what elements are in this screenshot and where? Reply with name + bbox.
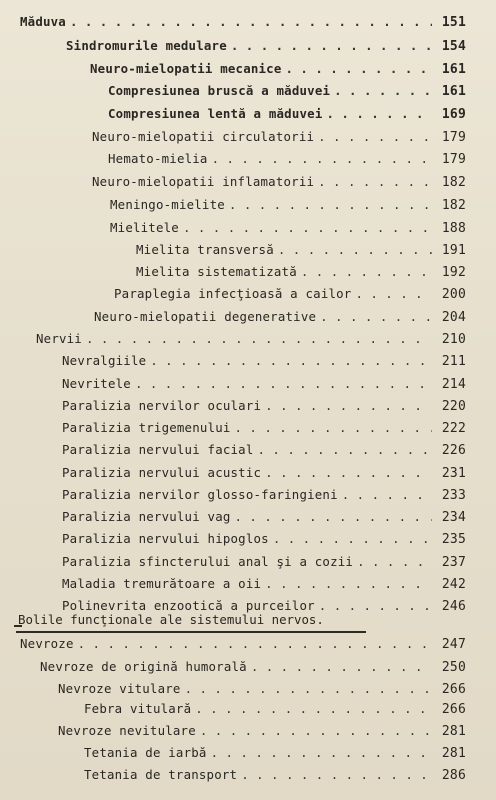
toc-entry-page: 242 bbox=[441, 577, 466, 592]
toc-entry bbox=[0, 81, 496, 101]
toc-entry-title: Măduva bbox=[20, 14, 66, 29]
toc-entry-title: Nevritele bbox=[62, 376, 131, 391]
toc-entry-title: Paralizia nervilor oculari bbox=[62, 398, 262, 413]
toc-leader-dots bbox=[318, 127, 432, 147]
toc-leader-dots bbox=[265, 463, 432, 483]
toc-entry-page: 204 bbox=[441, 310, 466, 325]
toc-leader-dots bbox=[200, 721, 432, 741]
toc-entry bbox=[0, 172, 496, 192]
toc-entry-page: 234 bbox=[441, 510, 466, 525]
toc-entry bbox=[0, 743, 496, 763]
toc-entry-title: Mielitele bbox=[110, 220, 179, 235]
toc-leader-dots bbox=[195, 699, 432, 719]
toc-entry bbox=[0, 574, 496, 594]
toc-leader-dots bbox=[273, 529, 432, 549]
toc-entry bbox=[0, 374, 496, 394]
toc-entry-title: Paraplegia infecţioasă a cailor bbox=[114, 286, 352, 301]
toc-entry-title: Neuro-mielopatii mecanice bbox=[90, 61, 282, 76]
toc-entry-title: Neuro-mielopatii circulatorii bbox=[92, 129, 315, 144]
toc-leader-dots bbox=[319, 596, 432, 616]
toc-entry-title: Nevroze nevitulare bbox=[58, 723, 196, 738]
toc-leader-dots bbox=[326, 104, 432, 124]
toc-leader-dots bbox=[334, 81, 432, 101]
toc-entry bbox=[0, 396, 496, 416]
toc-entry bbox=[0, 552, 496, 572]
toc-entry-page: 266 bbox=[441, 702, 466, 717]
toc-leader-dots bbox=[135, 374, 432, 394]
toc-entry bbox=[0, 12, 496, 32]
toc-entry-page: 200 bbox=[441, 287, 466, 302]
toc-entry-page: 154 bbox=[441, 39, 466, 54]
toc-leader-dots bbox=[342, 485, 432, 505]
toc-entry bbox=[0, 634, 496, 654]
toc-entry bbox=[0, 418, 496, 438]
toc-entry bbox=[0, 351, 496, 371]
toc-entry-page: 235 bbox=[441, 532, 466, 547]
toc-entry-title: Paralizia nervului facial bbox=[62, 442, 254, 457]
toc-entry bbox=[0, 721, 496, 741]
toc-entry-title: Paralizia nervului hipoglos bbox=[62, 531, 269, 546]
toc-leader-dots bbox=[355, 284, 432, 304]
toc-entry-page: 247 bbox=[441, 637, 466, 652]
toc-entry-title: Paralizia sfincterului anal şi a cozii bbox=[62, 554, 354, 569]
toc-entry bbox=[0, 657, 496, 677]
toc-entry bbox=[0, 127, 496, 147]
toc-entry-title: Paralizia nervilor glosso-faringieni bbox=[62, 487, 338, 502]
toc-leader-dots bbox=[265, 396, 432, 416]
toc-leader-dots bbox=[231, 36, 432, 56]
toc-entry-title: Nervii bbox=[36, 331, 82, 346]
toc-entry-page: 281 bbox=[441, 724, 466, 739]
toc-leader-dots bbox=[211, 743, 432, 763]
section-heading: Bolile funcţionale ale sistemului nervos. bbox=[18, 612, 324, 627]
toc-entry-page: 188 bbox=[441, 221, 466, 236]
toc-entry-title: Mielita sistematizată bbox=[136, 264, 297, 279]
toc-entry bbox=[0, 463, 496, 483]
toc-entry bbox=[0, 765, 496, 785]
toc-leader-dots bbox=[70, 12, 432, 32]
toc-leader-dots bbox=[229, 195, 432, 215]
toc-leader-dots bbox=[78, 634, 432, 654]
toc-leader-dots bbox=[301, 262, 432, 282]
toc-entry-page: 161 bbox=[441, 62, 466, 77]
toc-leader-dots bbox=[212, 149, 432, 169]
toc-entry-page: 281 bbox=[441, 746, 466, 761]
toc-entry-page: 179 bbox=[441, 130, 466, 145]
toc-entry-title: Neuro-mielopatii inflamatorii bbox=[92, 174, 315, 189]
toc-entry-page: 192 bbox=[441, 265, 466, 280]
toc-entry-title: Febra vitulară bbox=[84, 701, 192, 716]
toc-entry bbox=[0, 36, 496, 56]
toc-entry-page: 222 bbox=[441, 421, 466, 436]
toc-entry-page: 233 bbox=[441, 488, 466, 503]
toc-entry bbox=[0, 699, 496, 719]
toc-entry-title: Paralizia nervului acustic bbox=[62, 465, 262, 480]
toc-leader-dots bbox=[86, 329, 432, 349]
toc-entry-page: 220 bbox=[441, 399, 466, 414]
toc-leader-dots bbox=[241, 765, 432, 785]
toc-entry-page: 231 bbox=[441, 466, 466, 481]
toc-leader-dots bbox=[357, 552, 432, 572]
toc-entry bbox=[0, 507, 496, 527]
toc-entry-title: Polinevrita enzootică a purceilor bbox=[62, 598, 315, 613]
toc-entry-page: 266 bbox=[441, 682, 466, 697]
toc-entry bbox=[0, 149, 496, 169]
toc-entry bbox=[0, 284, 496, 304]
toc-entry-title: Hemato-mielia bbox=[108, 151, 208, 166]
toc-entry bbox=[0, 679, 496, 699]
toc-entry bbox=[0, 240, 496, 260]
toc-entry-page: 226 bbox=[441, 443, 466, 458]
toc-entry-title: Meningo-mielite bbox=[110, 197, 225, 212]
toc-entry-page: 151 bbox=[441, 15, 466, 30]
toc-entry-title: Compresiunea bruscă a măduvei bbox=[108, 83, 331, 98]
toc-leader-dots bbox=[286, 59, 433, 79]
toc-entry-page: 169 bbox=[441, 107, 466, 122]
toc-entry-title: Compresiunea lentă a măduvei bbox=[108, 106, 323, 121]
toc-entry-page: 210 bbox=[441, 332, 466, 347]
toc-leader-dots bbox=[150, 351, 432, 371]
heading-underline bbox=[16, 631, 366, 633]
toc-entry bbox=[0, 307, 496, 327]
toc-entry bbox=[0, 104, 496, 124]
toc-entry-title: Nevroze de origină humorală bbox=[40, 659, 247, 674]
toc-entry-title: Maladia tremurătoare a oii bbox=[62, 576, 262, 591]
toc-leader-dots bbox=[265, 574, 432, 594]
toc-entry-page: 182 bbox=[441, 198, 466, 213]
toc-entry-title: Paralizia trigemenului bbox=[62, 420, 231, 435]
toc-entry bbox=[0, 195, 496, 215]
toc-leader-dots bbox=[235, 418, 432, 438]
toc-entry bbox=[0, 329, 496, 349]
toc-entry-title: Mielita transversă bbox=[136, 242, 274, 257]
toc-leader-dots bbox=[185, 679, 432, 699]
toc-leader-dots bbox=[320, 307, 432, 327]
toc-leader-dots bbox=[318, 172, 432, 192]
toc-entry bbox=[0, 529, 496, 549]
toc-entry-page: 246 bbox=[441, 599, 466, 614]
toc-entry-page: 286 bbox=[441, 768, 466, 783]
toc-entry bbox=[0, 59, 496, 79]
toc-entry-title: Tetania de iarbă bbox=[84, 745, 207, 760]
toc-entry-page: 214 bbox=[441, 377, 466, 392]
toc-entry-page: 191 bbox=[441, 243, 466, 258]
toc-entry-title: Neuro-mielopatii degenerative bbox=[94, 309, 317, 324]
toc-entry-title: Nevralgiile bbox=[62, 353, 147, 368]
toc-entry-title: Nevroze bbox=[20, 636, 74, 651]
toc-entry-title: Tetania de transport bbox=[84, 767, 238, 782]
toc-leader-dots bbox=[278, 240, 432, 260]
toc-entry-page: 161 bbox=[441, 84, 466, 99]
toc-leader-dots bbox=[258, 440, 433, 460]
toc-entry-title: Paralizia nervului vag bbox=[62, 509, 231, 524]
toc-leader-dots bbox=[235, 507, 432, 527]
toc-leader-dots bbox=[251, 657, 432, 677]
toc-leader-dots bbox=[183, 218, 432, 238]
toc-entry-page: 182 bbox=[441, 175, 466, 190]
toc-entry-page: 179 bbox=[441, 152, 466, 167]
toc-entry bbox=[0, 262, 496, 282]
toc-entry-page: 237 bbox=[441, 555, 466, 570]
toc-entry bbox=[0, 485, 496, 505]
toc-entry-title: Sindromurile medulare bbox=[66, 38, 227, 53]
toc-entry-page: 211 bbox=[441, 354, 466, 369]
toc-entry bbox=[0, 218, 496, 238]
toc-entry-page: 250 bbox=[441, 660, 466, 675]
toc-entry-title: Nevroze vitulare bbox=[58, 681, 181, 696]
toc-entry bbox=[0, 440, 496, 460]
